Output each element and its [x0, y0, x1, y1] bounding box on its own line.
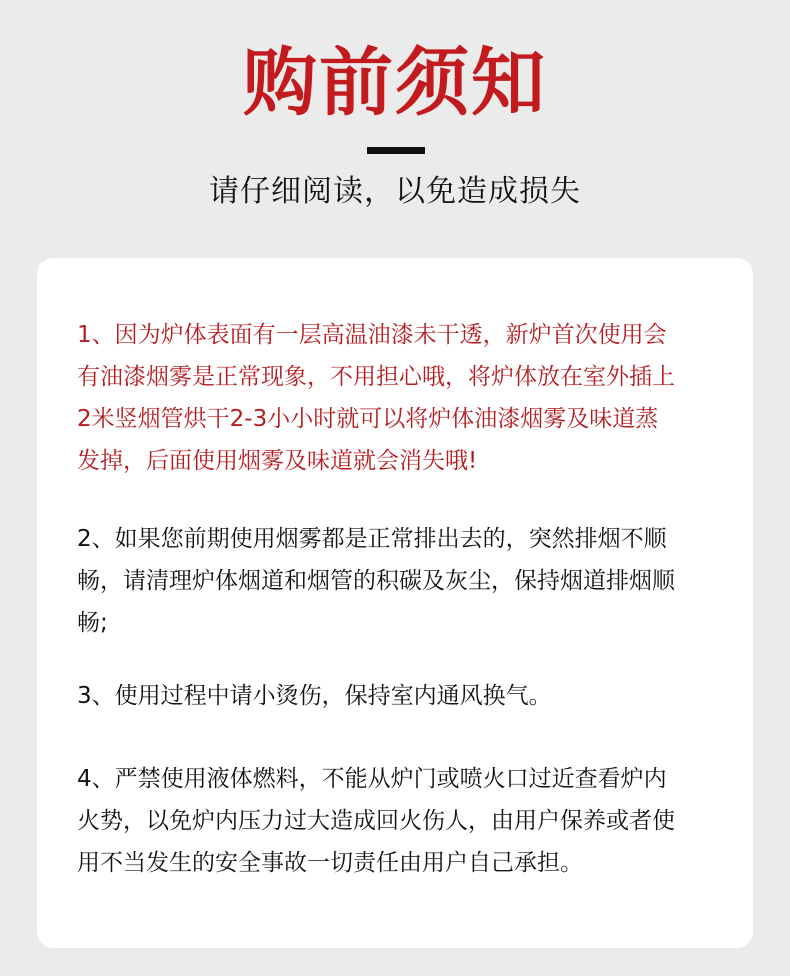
notice-card: [37, 258, 753, 948]
notice-item-4: 4、严禁使用液体燃料，不能从炉门或喷火口过近查看炉内 火势，以免炉内压力过大造成回火伤人，由用户保养或者使 用不当发生的安全事故一切责任由用户自己承担。: [77, 766, 675, 876]
notice-item-3: 3、使用过程中请小烫伤，保持室内通风换气。: [77, 683, 552, 709]
title-divider: [367, 147, 425, 154]
page-title: 购前须知: [243, 40, 547, 126]
page-subtitle: 请仔细阅读，以免造成损失: [209, 174, 581, 209]
notice-item-2: 2、如果您前期使用烟雾都是正常排出去的，突然排烟不顺 畅，请清理炉体烟道和烟管的积碳及灰尘，保持烟道排烟顺 畅;: [77, 526, 675, 636]
notice-item-1: 1、因为炉体表面有一层高温油漆未干透，新炉首次使用会 有油漆烟雾是正常现象，不用担心哦，将炉体放在室外插上 2米竖烟管烘干2-3小小时就可以将炉体油漆烟雾及味道蒸 发掉，后面使用烟雾及味道就会消失哦!: [77, 322, 675, 474]
